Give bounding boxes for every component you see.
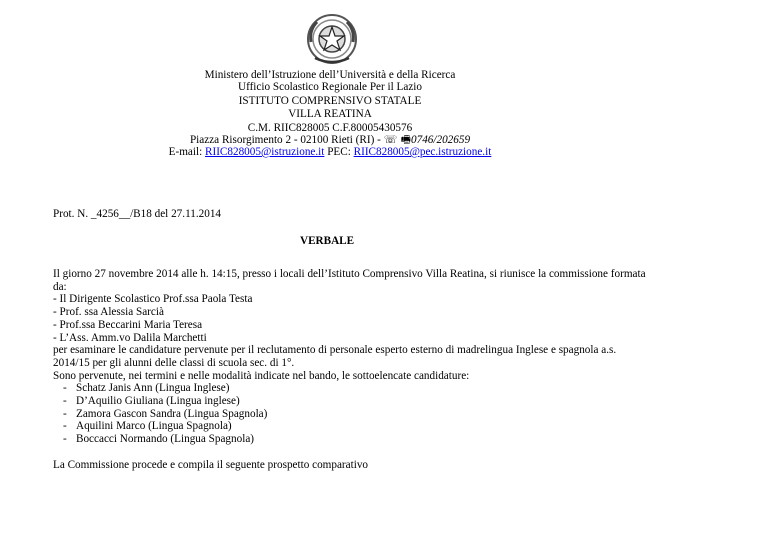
candidate-name: Aquilini Marco (Lingua Spagnola) xyxy=(76,420,232,433)
bullet-dash: - xyxy=(63,433,67,446)
school-codes: C.M. RIIC828005 C.F.80005430576 xyxy=(247,122,413,134)
phone-number: 0746/202659 xyxy=(411,134,471,146)
closing-paragraph: La Commissione procede e compila il seguente prospetto comparativo xyxy=(53,458,369,471)
school-type: ISTITUTO COMPRENSIVO STATALE xyxy=(238,95,422,107)
member-item: - Il Dirigente Scolastico Prof.ssa Paola Testa xyxy=(53,293,253,306)
paragraph-spacer xyxy=(53,446,653,459)
italian-republic-emblem-icon xyxy=(303,12,361,66)
protocol-number: Prot. N. _4256__/B18 del 27.11.2014 xyxy=(53,208,222,220)
contact-line xyxy=(120,146,540,159)
email-link[interactable]: RIIC828005@istruzione.it xyxy=(205,146,325,158)
member-item: - L’Ass. Amm.vo Dalila Marchetti xyxy=(53,331,207,344)
bullet-dash: - xyxy=(63,407,67,420)
intro-paragraph: Il giorno 27 novembre 2014 alle h. 14:15, presso i locali dell’Istituto Comprensivo Villa Reatina, si riunisce la commissione formata da: xyxy=(53,268,646,293)
purpose-paragraph: per esaminare le candidature pervenute per il reclutamento di personale esperto esterno di madrelingua Inglese e spagnola a.s. 2014/15 per gli alunni delle classi di scuola sec. di 1°. xyxy=(53,344,617,369)
school-address: Piazza Risorgimento 2 - 02100 Rieti (RI) - xyxy=(189,134,384,146)
candidate-item xyxy=(53,382,653,395)
candidate-name: Zamora Gascon Sandra (Lingua Spagnola) xyxy=(76,407,268,420)
candidate-name: D’Aquilio Giuliana (Lingua inglese) xyxy=(76,395,240,408)
fax-icon: 🖷 xyxy=(400,134,411,146)
member-item: - Prof.ssa Beccarini Maria Teresa xyxy=(53,318,203,331)
candidate-name: Schatz Janis Ann (Lingua Inglese) xyxy=(76,382,230,395)
candidate-item xyxy=(53,433,653,446)
phone-icon: ☏ xyxy=(383,134,398,146)
bullet-dash: - xyxy=(63,395,67,408)
school-name: VILLA REATINA xyxy=(288,108,372,120)
candidate-item xyxy=(53,408,653,421)
candidate-item xyxy=(53,420,653,433)
email-label: E-mail: xyxy=(168,146,206,158)
regional-office: Ufficio Scolastico Regionale Per il Lazio xyxy=(237,81,423,93)
ministry-name: Ministero dell’Istruzione dell’Università e della Ricerca xyxy=(204,69,456,81)
candidate-name: Boccacci Normando (Lingua Spagnola) xyxy=(76,433,255,446)
bullet-dash: - xyxy=(63,420,67,433)
document-body xyxy=(53,268,653,472)
document-title: VERBALE xyxy=(300,235,355,247)
pec-link[interactable]: RIIC828005@pec.istruzione.it xyxy=(353,146,492,158)
pec-label: PEC: xyxy=(324,146,354,158)
bullet-dash: - xyxy=(63,382,67,395)
candidate-item xyxy=(53,395,653,408)
candidate-list xyxy=(53,382,653,446)
member-item: - Prof. ssa Alessia Sarcià xyxy=(53,306,164,319)
received-paragraph: Sono pervenute, nei termini e nelle modalità indicate nel bando, le sottoelencate candidature: xyxy=(53,369,470,382)
